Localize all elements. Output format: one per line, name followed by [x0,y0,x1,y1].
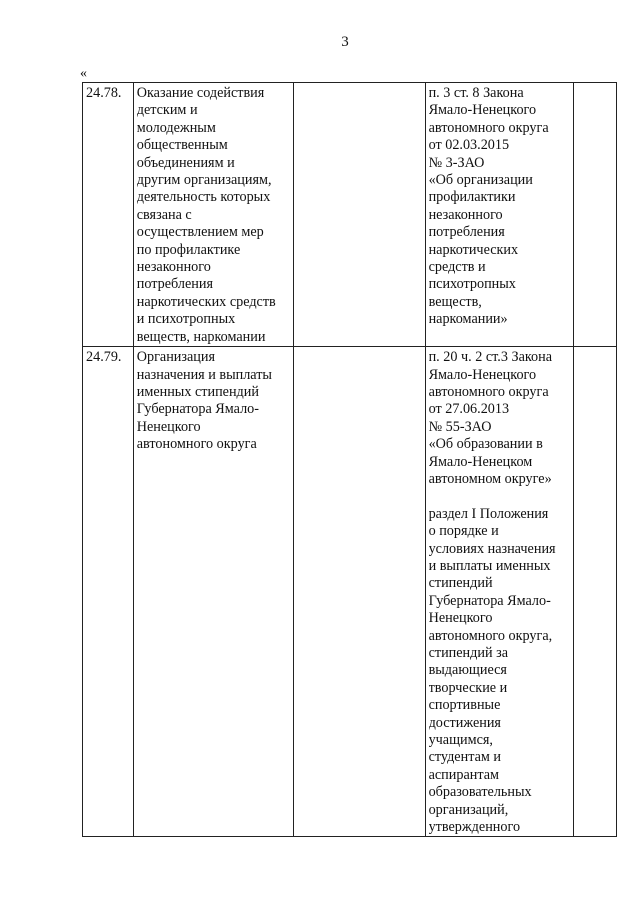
text-line: другим организациям, [136,172,272,189]
row-number-cell [83,83,134,347]
description-cell [133,83,294,347]
text-line: организаций, [428,801,509,818]
last-empty-cell [573,83,616,347]
opening-quote-mark: « [80,66,87,81]
text-line: осуществлением мер [136,224,264,241]
text-line: автономного округа [428,383,549,400]
text-line: спортивные [428,697,501,714]
text-line: стипендий за [428,644,509,661]
legal-basis-text [429,349,570,836]
text-line: Ямало-Ненецкого [428,102,537,119]
description-cell [133,347,294,837]
text-line: и выплаты именных [428,557,551,574]
text-line: наркотических средств [136,293,276,310]
text-line: образовательных [428,784,532,801]
text-line: средств и [428,259,486,276]
legal-basis-text [429,85,570,329]
text-line: общественным [136,137,228,154]
row-number-cell [83,347,134,837]
text-line: Организация [136,349,216,366]
text-line: Губернатора Ямало- [136,401,259,418]
document-table [82,82,617,837]
text-line: веществ, наркомании [136,328,266,345]
text-line: по профилактике [136,241,241,258]
text-line: связана с [136,206,192,223]
text-line: объединениям и [136,154,235,171]
text-line: учащимся, [428,732,493,749]
text-line: творческие и [428,679,508,696]
text-line: студентам и [428,749,501,766]
text-line: выдающиеся [428,662,507,679]
text-line: молодежным [136,119,216,136]
row-number: 24.79. [86,349,122,366]
text-line: Губернатора Ямало- [428,592,551,609]
text-line: детским и [136,102,198,119]
empty-cell [294,83,425,347]
table-body [83,83,617,837]
text-line: наркомании» [428,311,508,328]
text-line: профилактики [428,189,516,206]
paragraph-gap [429,488,570,505]
text-line: и психотропных [136,311,236,328]
text-line: незаконного [428,206,503,223]
text-line: автономного округа, [428,627,553,644]
text-line: о порядке и [428,523,499,540]
text-line: Ямало-Ненецкого [428,366,537,383]
legal-basis-cell [425,83,573,347]
text-line: Ненецкого [136,418,201,435]
text-line: от 27.06.2013 [428,401,510,418]
text-line: наркотических [428,241,519,258]
text-line: «Об образовании в [428,436,543,453]
text-line: достижения [428,714,501,731]
text-line: раздел I Положения [428,505,549,522]
text-line: № 55-ЗАО [428,418,492,435]
table-row [83,83,617,347]
row-number: 24.78. [86,85,122,101]
text-line: Ненецкого [428,610,493,627]
text-line: деятельность которых [136,189,271,206]
text-line: Оказание содействия [136,85,265,101]
table-row [83,347,617,837]
text-line: п. 3 ст. 8 Закона [428,85,524,101]
text-line: Ямало-Ненецком [428,453,533,470]
text-line: условиях назначения [428,540,556,557]
text-line: аспирантам [428,766,499,783]
empty-cell [294,347,425,837]
text-line: незаконного [136,259,211,276]
description-text [137,85,291,346]
text-line: потребления [428,224,505,241]
text-line: веществ, [428,293,482,310]
text-line: утвержденного [428,819,521,836]
text-line: автономного округа [136,436,257,453]
page-number: 3 [341,34,349,50]
text-line: п. 20 ч. 2 ст.3 Закона [428,349,553,366]
text-line: психотропных [428,276,516,293]
text-line: от 02.03.2015 [428,137,510,154]
text-line: автономного округа [428,119,549,136]
description-text [137,349,291,453]
text-line: назначения и выплаты [136,366,272,383]
last-empty-cell [573,347,616,837]
text-line: автономном округе» [428,470,552,487]
legal-basis-cell [425,347,573,837]
text-line: потребления [136,276,213,293]
text-line: стипендий [428,575,493,592]
text-line: именных стипендий [136,383,259,400]
text-line: «Об организации [428,172,533,189]
text-line: № 3-ЗАО [428,154,485,171]
